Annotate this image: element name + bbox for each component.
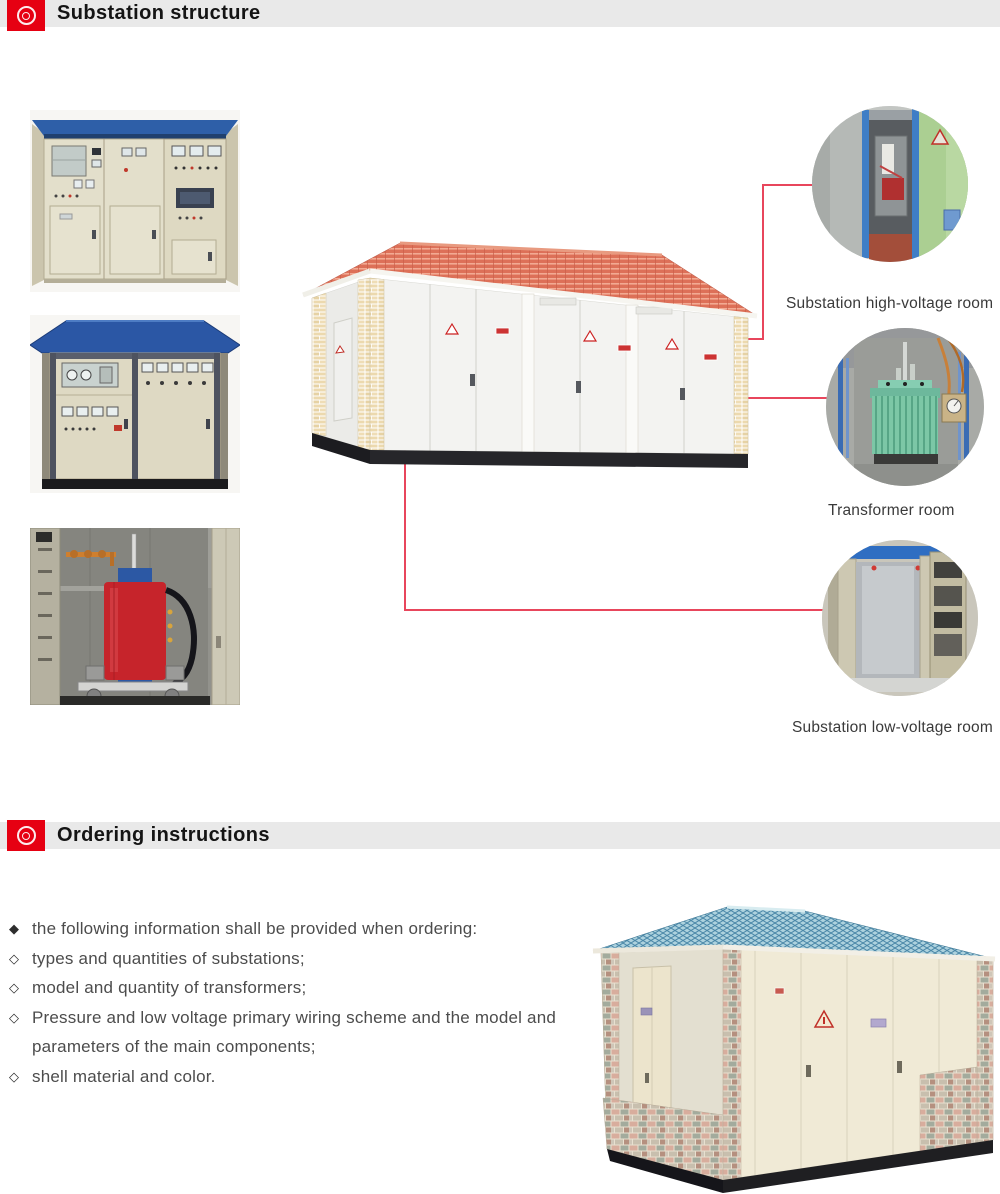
- photo-transformer-room: [826, 328, 984, 486]
- ordering-item: [8, 914, 593, 944]
- section-title-structure: Substation structure: [57, 2, 261, 24]
- figure-dry-type-transformer: [30, 528, 240, 705]
- caption-high-voltage-room: Substation high-voltage room: [786, 295, 994, 312]
- figure-lv-distribution-cabinets: [30, 315, 240, 493]
- ordering-item: [8, 1003, 593, 1062]
- section-icon-box: [7, 820, 45, 851]
- figure-substation-exterior-teal: [575, 893, 1000, 1193]
- diamond-outline-icon: ◇: [9, 1068, 20, 1084]
- ordering-item: [8, 973, 593, 1003]
- ordering-item-text: the following information shall be provided when ordering:: [32, 919, 478, 938]
- figure-substation-exterior: [300, 228, 760, 473]
- caption-low-voltage-room: Substation low-voltage room: [792, 719, 993, 736]
- diamond-filled-icon: ◆: [9, 921, 20, 936]
- ordering-item-text: Pressure and low voltage primary wiring scheme and the model and parameters of the main components;: [32, 1007, 557, 1056]
- photo-low-voltage-room: [822, 540, 978, 696]
- ordering-item-text: types and quantities of substations;: [32, 948, 305, 968]
- ordering-item: [8, 1062, 593, 1092]
- ordering-list: [8, 914, 593, 1091]
- diamond-outline-icon: ◇: [9, 980, 20, 995]
- diamond-outline-icon: ◇: [9, 1009, 20, 1025]
- concentric-circles-icon: [17, 6, 36, 25]
- ordering-item: [8, 944, 593, 974]
- caption-transformer-room: Transformer room: [828, 502, 955, 519]
- concentric-circles-icon: [17, 826, 36, 845]
- ordering-item-text: model and quantity of transformers;: [32, 978, 307, 997]
- section-icon-box: [7, 0, 45, 31]
- diamond-outline-icon: ◇: [9, 950, 20, 966]
- ordering-item-text: shell material and color.: [32, 1066, 216, 1086]
- photo-high-voltage-room: [812, 106, 968, 262]
- figure-hv-switchgear-cabinets: [30, 110, 240, 292]
- section-title-ordering: Ordering instructions: [57, 824, 270, 846]
